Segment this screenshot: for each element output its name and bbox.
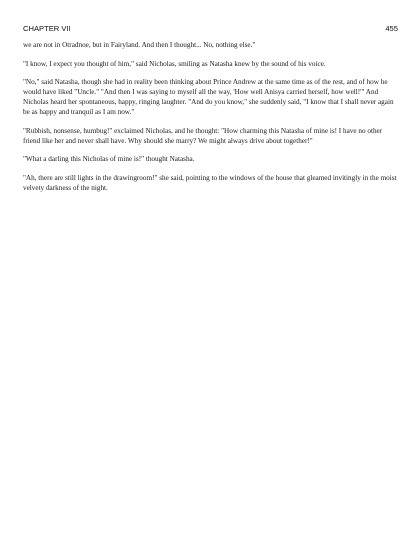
paragraph: "No," said Natasha, though she had in reality been thinking about Prince Andrew at the same time as of the rest, and of how he would have liked "Uncle." "And then I was saying to myself all the way, 'How well Anisya carried herself, how well!'" And Nicholas heard her spontaneous, happy, ringing laughter. "And do you know," she suddenly said, "I know that I shall never again be as happy and tranquil as I am now.": [23, 78, 394, 116]
paragraph: "I know, I expect you thought of him," said Nicholas, smiling as Natasha knew by the sound of his voice.: [23, 59, 326, 68]
page-number: 455: [385, 24, 398, 33]
chapter-title: CHAPTER VII: [23, 24, 71, 33]
paragraph: "What a darling this Nicholas of mine is!" thought Natasha.: [23, 155, 195, 163]
paragraph: we are not in Otradnoe, but in Fairyland. And then I thought... No, nothing else.": [23, 41, 256, 49]
body-text: [23, 40, 399, 201]
paragraph: "Ah, there are still lights in the drawingroom!" she said, pointing to the windows of the house that gleamed invitingly in the moist velvety darkness of the night.: [23, 173, 397, 192]
running-header: [23, 23, 398, 35]
paragraph: "Rubbish, nonsense, humbug!" exclaimed Nicholas, and he thought: "How charming this Natasha of mine is! I have no other friend like her and never shall have. Why should she marry? We might always drive about together!": [23, 126, 383, 145]
